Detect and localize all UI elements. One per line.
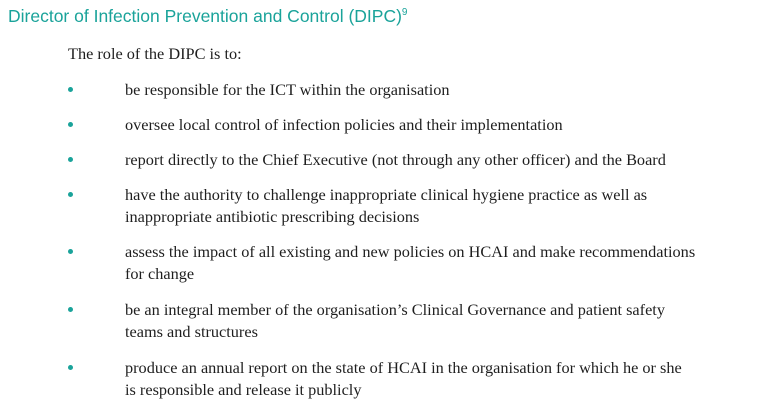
section-title: Director of Infection Prevention and Control (DIPC) (8, 6, 402, 26)
section-heading (8, 5, 407, 27)
bullet-dot-icon (68, 365, 73, 370)
list-item-text: be responsible for the ICT within the organisation (125, 80, 450, 99)
bullet-dot-icon (68, 192, 73, 197)
list-item-text: produce an annual report on the state of HCAI in the organisation for which he or she is responsible and release it publicly (125, 358, 682, 399)
footnote-marker: 9 (401, 7, 408, 19)
list-item-text: report directly to the Chief Executive (not through any other officer) and the Board (125, 150, 666, 169)
list-item-text: have the authority to challenge inappropriate clinical hygiene practice as well as inappropriate antibiotic prescribing decisions (125, 185, 648, 226)
bullet-dot-icon (68, 157, 73, 162)
list-item-text: oversee local control of infection policies and their implementation (125, 115, 563, 134)
bullet-dot-icon (68, 122, 73, 127)
bullet-dot-icon (68, 307, 73, 312)
list-item-text: assess the impact of all existing and new policies on HCAI and make recommendations for change (125, 242, 696, 283)
bullet-dot-icon (68, 87, 73, 92)
list-item-text: be an integral member of the organisation’s Clinical Governance and patient safety teams and structures (125, 300, 665, 341)
bullet-dot-icon (68, 249, 73, 254)
intro-text: The role of the DIPC is to: (68, 44, 242, 63)
